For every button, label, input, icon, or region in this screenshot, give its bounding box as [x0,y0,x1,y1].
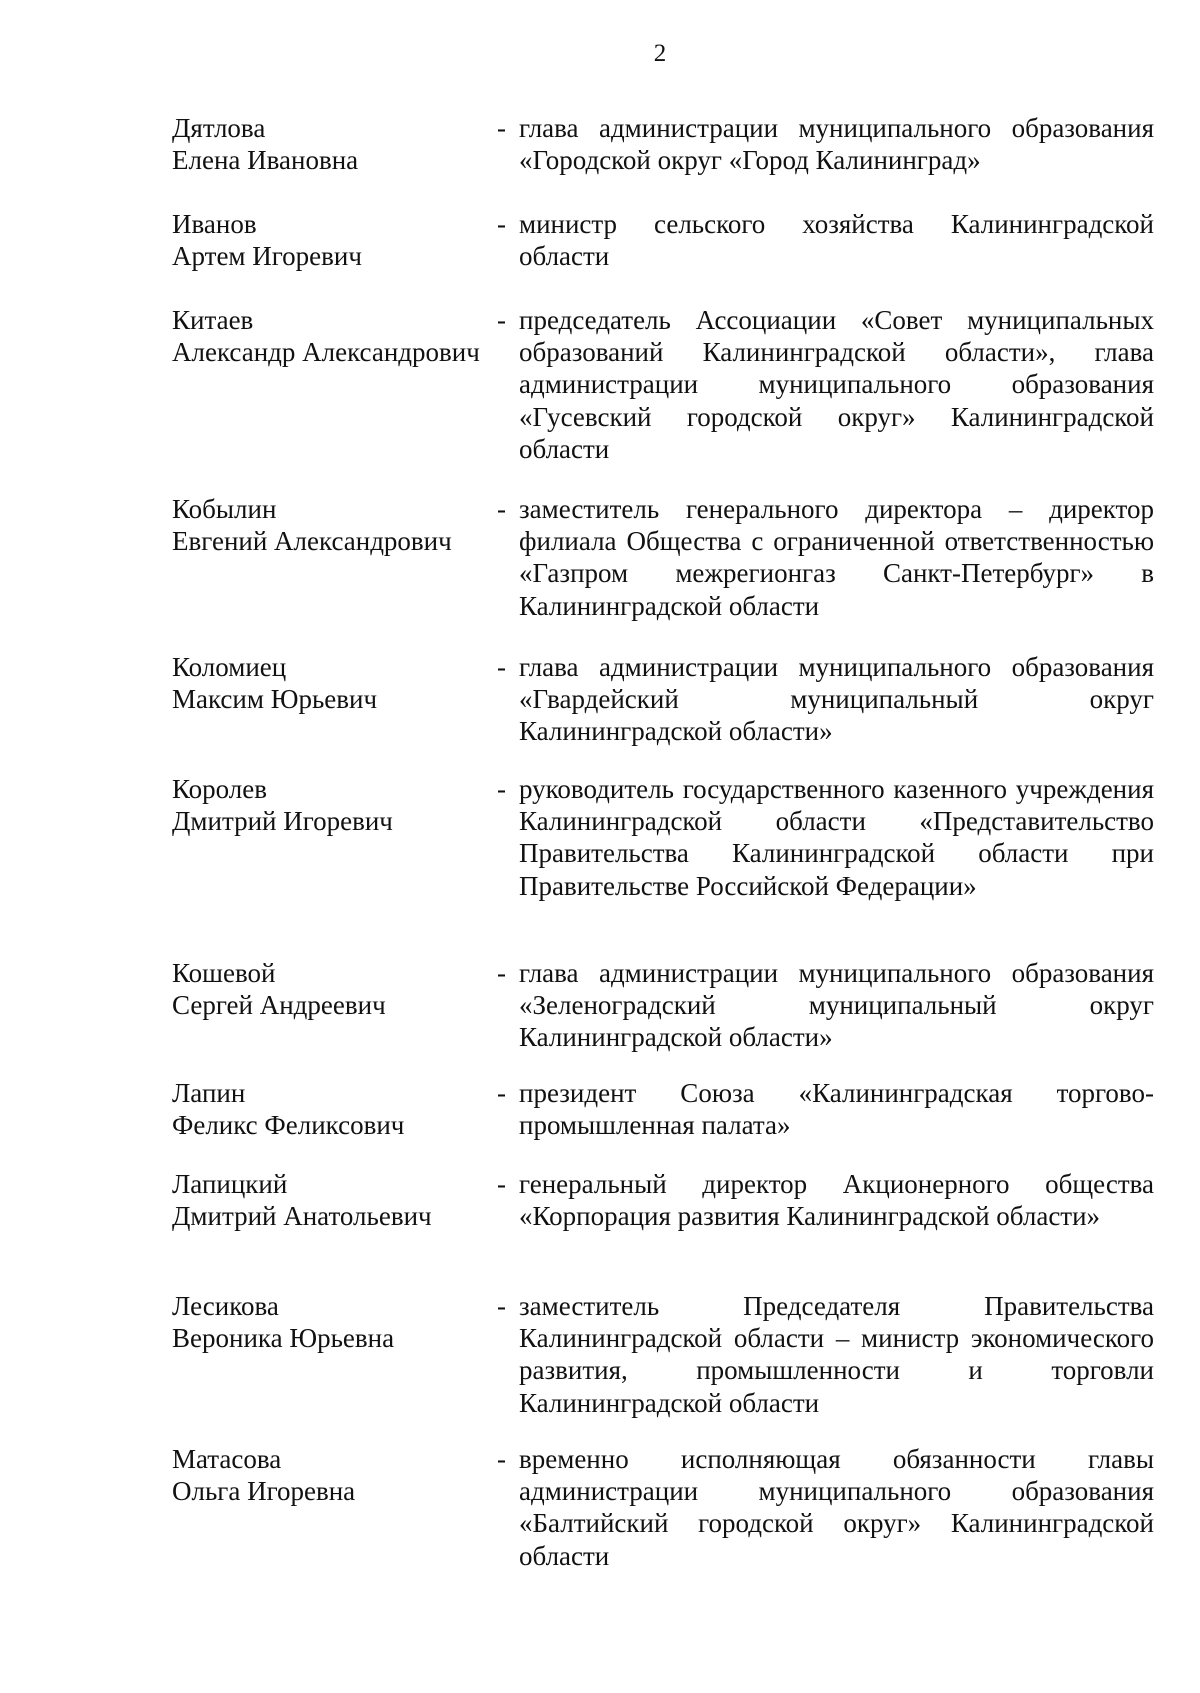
member-surname: Дятлова [172,113,266,143]
member-position: генеральный директор Акционерного общества «Корпорация развития Калининградской области» [519,1169,1154,1232]
member-surname: Лесикова [172,1291,279,1321]
member-name [172,957,497,1021]
member-given-name: Ольга Игоревна [172,1476,356,1507]
separator-dash: - [497,494,506,524]
member-name [172,1168,497,1232]
member-entry [172,1443,1154,1573]
separator-dash: - [497,1291,506,1321]
member-surname: Лапин [172,1078,246,1108]
separator-dash: - [497,1169,506,1199]
member-position: глава администрации муниципального образования «Гвардейский муниципальный округ Калининградской области» [519,652,1154,747]
member-surname: Кобылин [172,494,277,524]
member-given-name: Сергей Андреевич [172,990,386,1021]
member-list [172,112,1154,1573]
member-name [172,304,497,368]
member-position: президент Союза «Калининградская торгово-промышленная палата» [519,1078,1154,1141]
member-entry [172,112,1154,208]
member-entry [172,1077,1154,1168]
member-entry [172,1168,1154,1290]
member-entry [172,1290,1154,1443]
member-entry [172,773,1154,957]
member-given-name: Дмитрий Игоревич [172,806,393,837]
member-surname: Кошевой [172,958,276,988]
page-number: 2 [653,40,667,67]
separator-dash: - [497,1444,506,1474]
member-surname: Лапицкий [172,1169,288,1199]
member-position: глава администрации муниципального образования «Зеленоградский муниципальный округ Калининградской области» [519,958,1154,1053]
member-entry [172,304,1154,493]
member-position: заместитель генерального директора – директор филиала Общества с ограниченной ответственностью «Газпром межрегионгаз Санкт-Петербург» в Калининградской области [519,494,1154,621]
member-name [172,1077,497,1141]
member-name [172,112,497,176]
member-entry [172,493,1154,651]
member-name [172,1290,497,1354]
separator-dash: - [497,113,506,143]
member-position: председатель Ассоциации «Совет муниципальных образований Калининградской области», глава администрации муниципального образования «Гусевский городской округ» Калининградской области [519,305,1154,464]
member-surname: Матасова [172,1444,282,1474]
member-position: руководитель государственного казенного учреждения Калининградской области «Представительство Правительства Калининградской области при Правительстве Российской Федерации» [519,774,1154,901]
member-position: глава администрации муниципального образования «Городской округ «Город Калининград» [519,113,1154,176]
separator-dash: - [497,652,506,682]
member-given-name: Феликс Феликсович [172,1110,405,1141]
member-entry [172,208,1154,304]
member-given-name: Максим Юрьевич [172,684,378,715]
separator-dash: - [497,1078,506,1108]
member-given-name: Дмитрий Анатольевич [172,1201,432,1232]
separator-dash: - [497,774,506,804]
member-name [172,773,497,837]
member-surname: Коломиец [172,652,287,682]
member-surname: Китаев [172,305,254,335]
member-entry [172,957,1154,1077]
member-given-name: Артем Игоревич [172,241,362,272]
member-surname: Королев [172,774,268,804]
member-entry [172,651,1154,773]
separator-dash: - [497,958,506,988]
member-given-name: Елена Ивановна [172,145,359,176]
member-position: заместитель Председателя Правительства Калининградской области – министр экономического развития, промышленности и торговли Калининградской области [519,1291,1154,1418]
separator-dash: - [497,209,506,239]
member-given-name: Вероника Юрьевна [172,1323,395,1354]
member-given-name: Евгений Александрович [172,526,452,557]
member-surname: Иванов [172,209,257,239]
member-name [172,651,497,715]
member-name [172,493,497,557]
member-name [172,208,497,272]
separator-dash: - [497,305,506,335]
member-position: министр сельского хозяйства Калининградской области [519,209,1154,272]
member-name [172,1443,497,1507]
member-given-name: Александр Александрович [172,337,480,368]
member-position: временно исполняющая обязанности главы администрации муниципального образования «Балтийский городской округ» Калининградской области [519,1444,1154,1571]
